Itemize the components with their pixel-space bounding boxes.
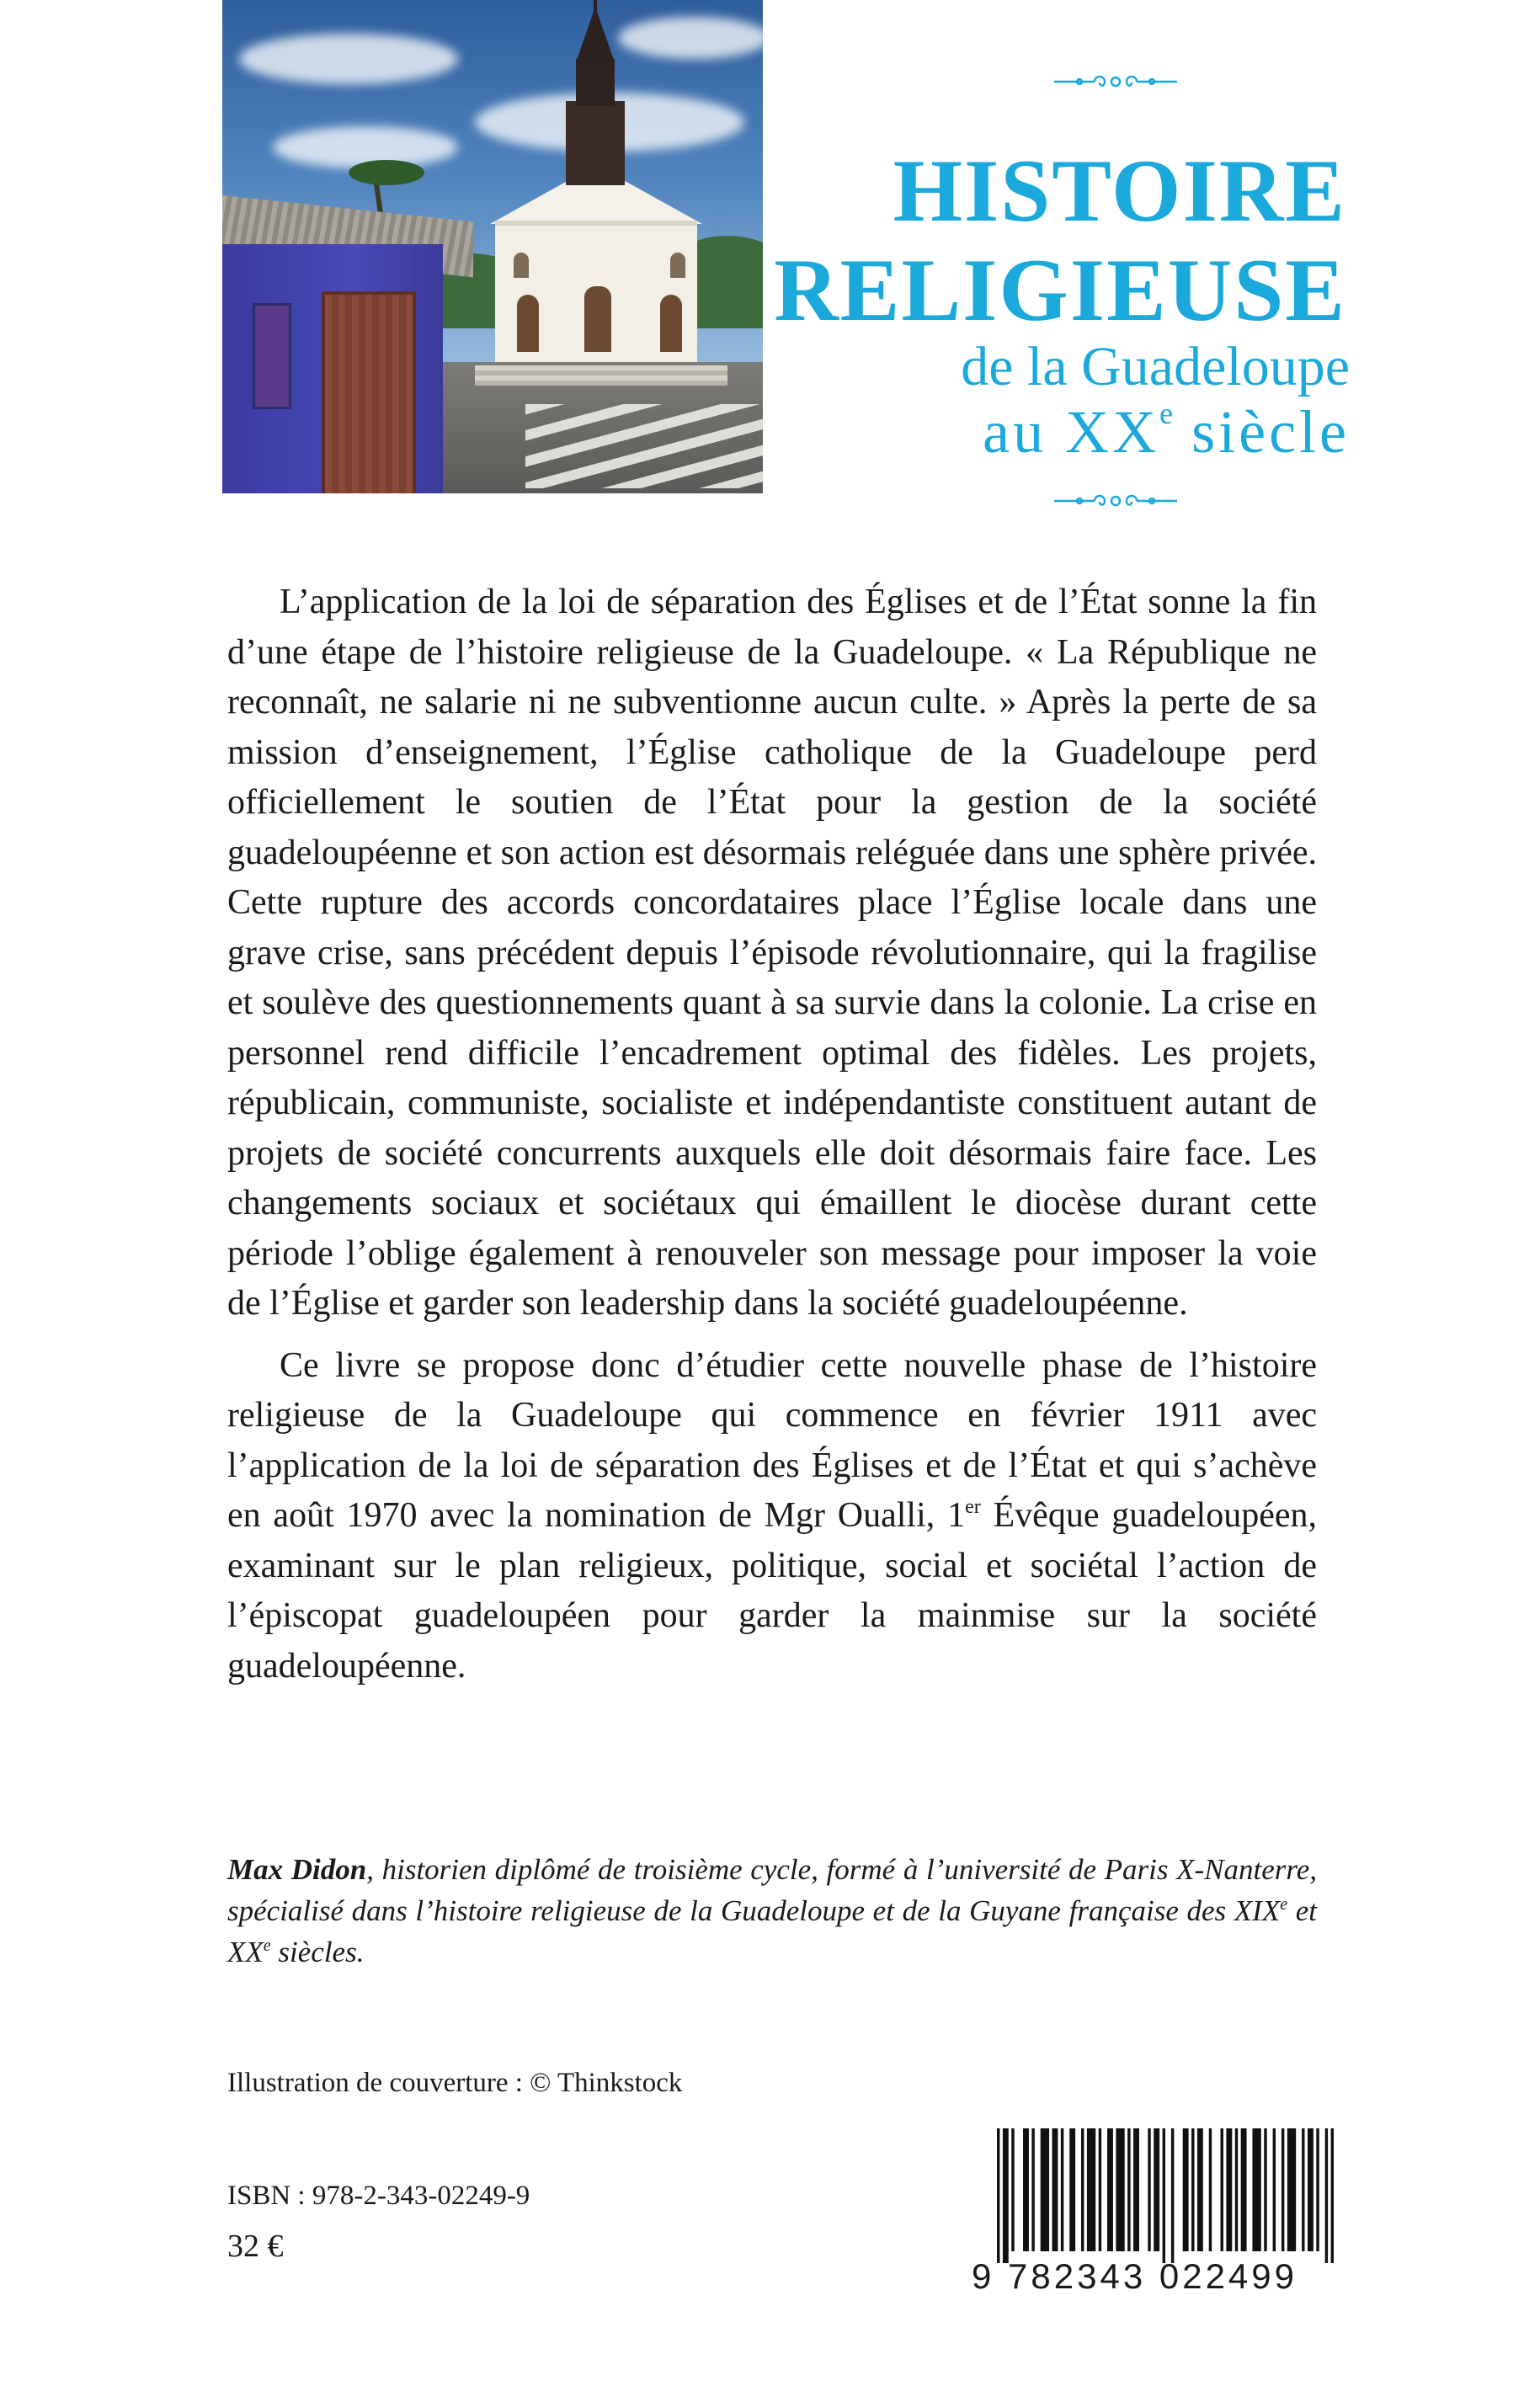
barcode-bar xyxy=(1316,2128,1319,2251)
church-main-door xyxy=(584,286,611,352)
author-bio-b: et XX xyxy=(227,1894,1318,1968)
church-window xyxy=(670,253,685,278)
barcode-bar xyxy=(1041,2128,1049,2251)
title-line-4-sup: e xyxy=(1159,397,1174,430)
blurb-paragraph-2 xyxy=(227,1341,1317,1692)
church-door xyxy=(660,295,682,352)
barcode-bar xyxy=(1154,2128,1159,2251)
barcode-bar xyxy=(1264,2128,1266,2251)
title-line-3: de la Guadeloupe xyxy=(961,336,1350,397)
church-door xyxy=(517,295,539,352)
church-belfry xyxy=(576,59,615,106)
barcode-bar xyxy=(1061,2128,1063,2251)
author-bio-c: siècles. xyxy=(270,1936,365,1968)
author-bio xyxy=(227,1849,1317,1973)
barcode-bar xyxy=(1331,2128,1334,2263)
barcode-bar xyxy=(1183,2128,1189,2251)
cover-credit: Illustration de couverture : © Thinkstock xyxy=(227,2068,683,2098)
cloud xyxy=(239,34,458,84)
title-line-2: RELIGIEUSE xyxy=(774,241,1346,339)
church-spire xyxy=(576,7,615,62)
title-line-4-suffix: siècle xyxy=(1173,398,1350,466)
house-shutter xyxy=(253,303,291,409)
title-line-1: HISTOIRE xyxy=(893,141,1346,240)
barcode-bar xyxy=(1031,2128,1034,2251)
barcode-bar xyxy=(1087,2128,1095,2251)
ornament-bottom-icon xyxy=(1051,492,1180,510)
barcode-bar xyxy=(1308,2128,1314,2251)
price: 32 € xyxy=(227,2229,284,2264)
blurb-paragraph-2-sup: er xyxy=(965,1496,981,1518)
barcode-bar xyxy=(1148,2128,1150,2251)
crosswalk xyxy=(525,404,763,488)
barcode-bar xyxy=(1023,2128,1029,2251)
church-window xyxy=(514,253,529,278)
isbn: ISBN : 978-2-343-02249-9 xyxy=(227,2181,530,2211)
barcode-bar xyxy=(1282,2128,1284,2251)
author-bio-a: , historien diplômé de troisième cycle, formé à l’université de Paris X-Nanterre, spécialisé dans l’histoire religieuse de la Guadeloupe et de la Guyane française des XIX xyxy=(227,1853,1317,1927)
blurb xyxy=(227,578,1317,1691)
barcode-bar xyxy=(997,2128,999,2263)
blurb-paragraph-2-a: Ce livre se propose donc d’étudier cette nouvelle phase de l’histoire religieuse de la Guadeloupe qui commence en février 1911 avec l’application de la loi de séparation des Églises et de l’État et qui s’achève en août 1970 avec la nomination de Mgr Oualli, 1 xyxy=(227,1345,1317,1535)
blurb-paragraph-1: L’application de la loi de séparation des Églises et de l’État sonne la fin d’une étape de l’histoire religieuse de la Guadeloupe. « La République ne reconnaît, ne salarie ni ne subventionne aucun culte. » Après la perte de sa mission d’enseignement, l’Église catholique de la Guadeloupe perd officiellement le soutien de l’État pour la gestion de la société guadeloupéenne et son action est désormais reléguée dans une sphère privée. Cette rupture des accords concordataires place l’Église locale dans une grave crise, sans précédent depuis l’épisode révolutionnaire, qui la fragilise et soulève des questionnements quant à sa survie dans la colonie. La crise en personnel rend difficile l’encadrement optimal des fidèles. Les projets, républicain, communiste, socialiste et indépendantiste constituent autant de projets de société concurrents auxquels elle doit désormais faire face. Les changements sociaux et sociétaux qui émaillent le diocèse durant cette période l’oblige également à renouveler son message pour imposer la voie de l’Église et garder son leadership dans la société guadeloupéenne. xyxy=(227,583,1317,1323)
barcode-bar xyxy=(1197,2128,1203,2251)
palm-leaves xyxy=(349,160,424,185)
church-cross xyxy=(594,0,597,12)
barcode-bar xyxy=(1241,2128,1247,2251)
blurb-paragraph-2-b: Évêque guadeloupéen, examinant sur le plan religieux, politique, social et sociétal l’action de l’épiscopat guadeloupéen pour garder la mainmise sur la société guadeloupéenne. xyxy=(227,1496,1317,1686)
church-steps xyxy=(475,365,727,386)
barcode-bar xyxy=(1011,2128,1014,2251)
barcode-bar xyxy=(1171,2128,1174,2263)
barcode-bar xyxy=(1287,2128,1296,2251)
ornament-top-icon xyxy=(1051,72,1180,91)
author-name: Max Didon xyxy=(227,1853,367,1886)
barcode-bar xyxy=(1191,2128,1194,2251)
author-bio-sup-1: e xyxy=(1280,1895,1288,1914)
barcode-digits: 9 782343 022499 xyxy=(972,2256,1298,2296)
barcode-bar xyxy=(1226,2128,1232,2251)
barcode xyxy=(997,2128,1334,2263)
barcode-bar xyxy=(1081,2128,1084,2251)
barcode-bar xyxy=(1116,2128,1124,2251)
barcode-bar xyxy=(1107,2128,1113,2251)
title-line-4-prefix: au XX xyxy=(983,398,1160,466)
author-bio-sup-2: e xyxy=(263,1936,271,1955)
barcode-bar xyxy=(1221,2128,1223,2251)
cloud xyxy=(618,17,763,59)
barcode-bar xyxy=(1099,2128,1101,2251)
barcode-bar xyxy=(1252,2128,1260,2251)
cover-photo xyxy=(222,0,763,493)
barcode-bar xyxy=(1069,2128,1075,2251)
barcode-bar xyxy=(1163,2128,1165,2263)
barcode-bar xyxy=(1235,2128,1238,2251)
barcode-bar xyxy=(1003,2128,1009,2263)
barcode-bar xyxy=(1127,2128,1130,2251)
barcode-bar xyxy=(1133,2128,1139,2251)
title-line-4 xyxy=(983,396,1350,467)
house-door xyxy=(322,291,416,493)
church-tower xyxy=(566,101,625,185)
barcode-bar xyxy=(1052,2128,1058,2251)
barcode-bar xyxy=(1325,2128,1328,2263)
barcode-bar xyxy=(1209,2128,1212,2251)
barcode-bar xyxy=(1273,2128,1276,2251)
barcode-bar xyxy=(1302,2128,1304,2251)
